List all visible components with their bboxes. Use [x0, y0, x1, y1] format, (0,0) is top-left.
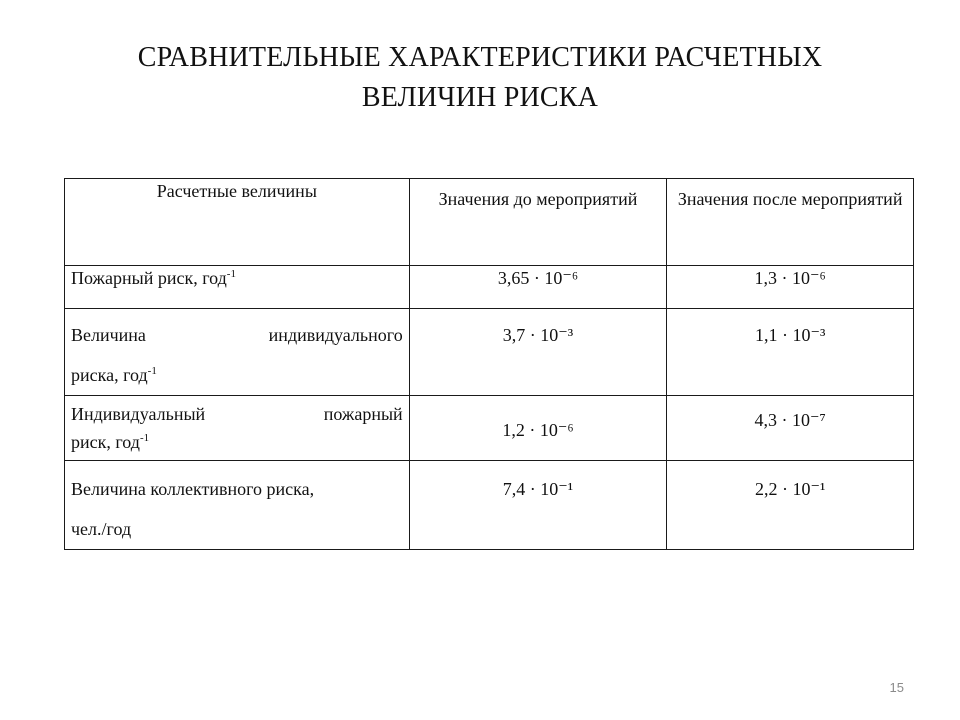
value-before: 3,7 · 10⁻³ [409, 309, 667, 396]
table-row-fire-risk [65, 266, 914, 309]
value-before: 7,4 · 10⁻¹ [409, 461, 667, 550]
row-label-exponent: -1 [147, 365, 157, 377]
header-values-before: Значения до мероприятий [409, 179, 667, 266]
row-label-line-2 [71, 355, 403, 395]
value-after: 2,2 · 10⁻¹ [667, 461, 914, 550]
row-label-line-2: чел./год [71, 519, 132, 539]
table-header-row [65, 179, 914, 266]
header-calculated-values: Расчетные величины [65, 179, 410, 266]
row-label [65, 309, 410, 396]
slide-title-line-1: СРАВНИТЕЛЬНЫЕ ХАРАКТЕРИСТИКИ РАСЧЕТНЫХ [137, 42, 823, 73]
row-label-line-2 [71, 428, 403, 456]
table-row-individual-risk [65, 309, 914, 396]
row-label [65, 461, 410, 550]
row-label-line-1: Величина коллективного риска, [71, 479, 315, 499]
row-label-exponent: -1 [226, 268, 236, 280]
row-label-word: пожарный [323, 404, 403, 424]
row-label-exponent: -1 [139, 432, 150, 444]
risk-comparison-table [64, 178, 914, 550]
row-label [65, 396, 410, 461]
table-row-collective-risk [65, 461, 914, 550]
row-label [65, 266, 410, 309]
value-before: 3,65 · 10⁻⁶ [409, 266, 667, 309]
row-label-word: Индивидуальный [71, 404, 206, 424]
value-after: 1,3 · 10⁻⁶ [667, 266, 914, 309]
row-label-text: риска, год [71, 365, 148, 385]
value-after: 4,3 · 10⁻⁷ [667, 396, 914, 461]
row-label-word: индивидуального [268, 325, 403, 345]
row-label-text: Пожарный риск, год [71, 268, 227, 288]
table-row-individual-fire-risk [65, 396, 914, 461]
page-number: 15 [889, 680, 904, 695]
row-label-text: риск, год [71, 432, 140, 452]
row-label-line-1 [71, 315, 403, 355]
slide-title [0, 38, 960, 118]
row-label-word: Величина [71, 325, 146, 345]
row-label-line-1 [71, 400, 403, 428]
value-before: 1,2 · 10⁻⁶ [409, 396, 667, 461]
value-after: 1,1 · 10⁻³ [667, 309, 914, 396]
slide-title-line-2: ВЕЛИЧИН РИСКА [361, 82, 599, 113]
header-values-after: Значения после мероприятий [667, 179, 914, 266]
